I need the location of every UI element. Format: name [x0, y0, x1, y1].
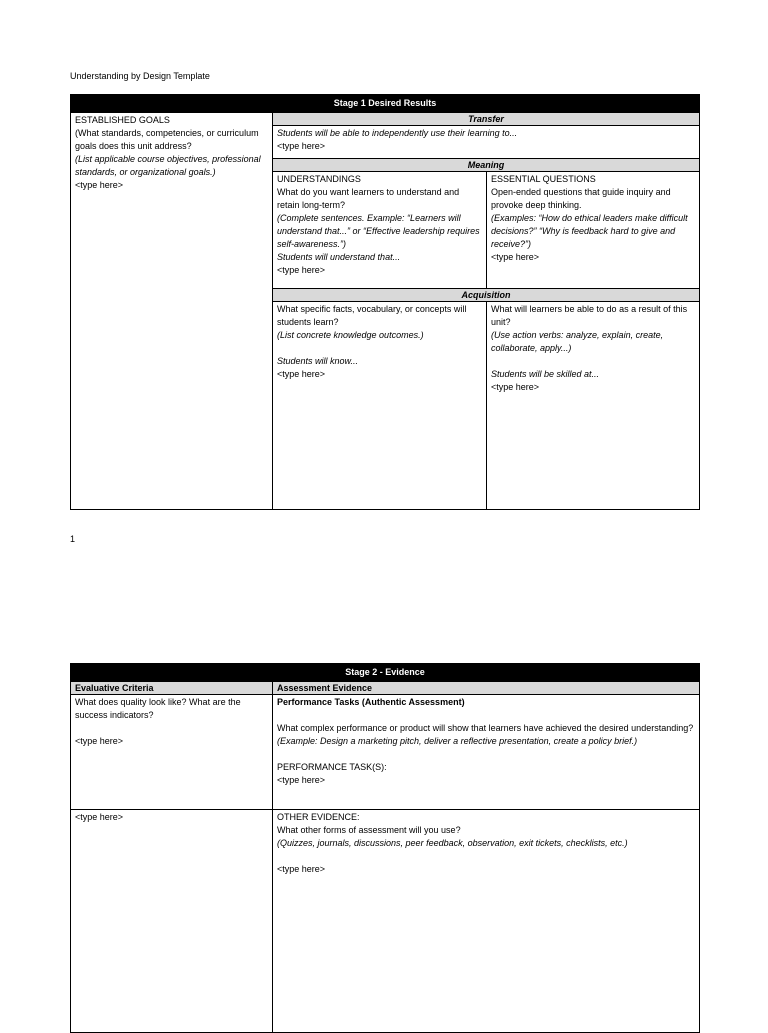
criteria-cell-2[interactable]	[71, 810, 273, 1033]
performance-tasks-label: PERFORMANCE TASK(S):	[277, 762, 387, 772]
transfer-heading: Transfer	[273, 113, 700, 126]
spacer	[75, 722, 268, 735]
other-evidence-placeholder[interactable]: <type here>	[277, 864, 326, 874]
acquisition-heading: Acquisition	[273, 289, 700, 302]
other-evidence-hint: (Quizzes, journals, discussions, peer feedback, observation, exit tickets, checklists, etc.)	[277, 838, 628, 848]
understandings-prompt: Students will understand that...	[277, 252, 401, 262]
goals-question: (What standards, competencies, or curriculum goals does this unit address?	[75, 128, 259, 151]
meaning-heading: Meaning	[273, 159, 700, 172]
knowledge-placeholder[interactable]: <type here>	[277, 369, 326, 379]
criteria-cell-1[interactable]	[71, 695, 273, 810]
spacer	[491, 355, 695, 368]
goals-placeholder[interactable]: <type here>	[75, 180, 124, 190]
assessment-evidence-header: Assessment Evidence	[273, 682, 700, 695]
document-title: Understanding by Design Template	[70, 71, 210, 81]
knowledge-cell[interactable]	[273, 302, 487, 510]
stage2-table	[70, 663, 700, 1033]
other-evidence-label: OTHER EVIDENCE:	[277, 812, 360, 822]
stage2-banner: Stage 2 - Evidence	[71, 664, 700, 682]
knowledge-question: What specific facts, vocabulary, or concepts will students learn?	[277, 304, 467, 327]
spacer	[277, 748, 695, 761]
spacer	[277, 850, 695, 863]
knowledge-hint: (List concrete knowledge outcomes.)	[277, 330, 424, 340]
stage1-table	[70, 94, 700, 510]
evaluative-criteria-header: Evaluative Criteria	[71, 682, 273, 695]
skills-hint: (Use action verbs: analyze, explain, create, collaborate, apply...)	[491, 330, 664, 353]
criteria-placeholder-2[interactable]: <type here>	[75, 812, 124, 822]
goals-hint: (List applicable course objectives, professional standards, or organizational goals.)	[75, 154, 261, 177]
performance-question: What complex performance or product will show that learners have achieved the desired understanding?	[277, 723, 694, 733]
understandings-question: What do you want learners to understand and retain long-term?	[277, 187, 460, 210]
skills-placeholder[interactable]: <type here>	[491, 382, 540, 392]
essential-questions-heading: ESSENTIAL QUESTIONS	[491, 174, 596, 184]
skills-prompt: Students will be skilled at...	[491, 369, 600, 379]
page-number: 1	[70, 534, 76, 544]
understandings-hint: (Complete sentences. Example: “Learners will understand that...” or “Effective leadership requires self-awareness.”)	[277, 213, 480, 249]
transfer-placeholder[interactable]: <type here>	[277, 141, 326, 151]
spacer	[277, 342, 482, 355]
understandings-placeholder[interactable]: <type here>	[277, 265, 326, 275]
established-goals-cell[interactable]	[71, 113, 273, 510]
other-evidence-question: What other forms of assessment will you use?	[277, 825, 461, 835]
understandings-cell[interactable]	[273, 172, 487, 289]
skills-cell[interactable]	[487, 302, 700, 510]
performance-tasks-placeholder[interactable]: <type here>	[277, 775, 326, 785]
transfer-cell[interactable]	[273, 126, 700, 159]
performance-hint: (Example: Design a marketing pitch, deliver a reflective presentation, create a policy brief.)	[277, 736, 638, 746]
other-evidence-cell[interactable]	[273, 810, 700, 1033]
essential-questions-question: Open-ended questions that guide inquiry and provoke deep thinking.	[491, 187, 671, 210]
essential-questions-cell[interactable]	[487, 172, 700, 289]
criteria-question: What does quality look like? What are the success indicators?	[75, 697, 241, 720]
skills-question: What will learners be able to do as a result of this unit?	[491, 304, 688, 327]
essential-questions-placeholder[interactable]: <type here>	[491, 252, 540, 262]
understandings-heading: UNDERSTANDINGS	[277, 174, 361, 184]
essential-questions-hint: (Examples: “How do ethical leaders make difficult decisions?” “Why is feedback hard to give and receive?”)	[491, 213, 688, 249]
knowledge-prompt: Students will know...	[277, 356, 359, 366]
performance-tasks-heading: Performance Tasks (Authentic Assessment)	[277, 697, 465, 707]
spacer	[277, 709, 695, 722]
performance-tasks-cell[interactable]	[273, 695, 700, 810]
transfer-prompt: Students will be able to independently use their learning to...	[277, 128, 518, 138]
criteria-placeholder-1[interactable]: <type here>	[75, 736, 124, 746]
goals-heading: ESTABLISHED GOALS	[75, 115, 170, 125]
stage1-banner: Stage 1 Desired Results	[71, 95, 700, 113]
